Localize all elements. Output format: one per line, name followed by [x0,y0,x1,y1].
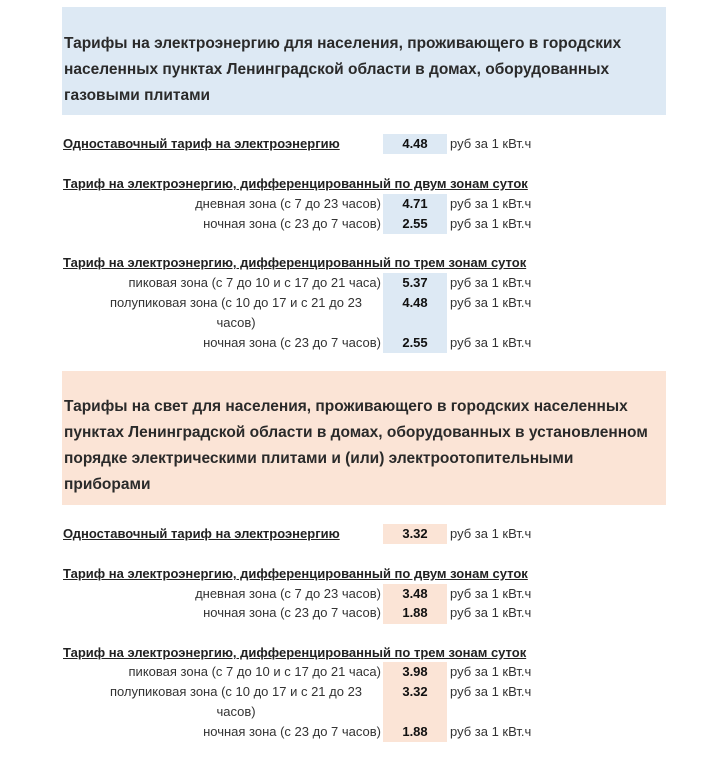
electric-three-zone-semipeak-label: полупиковая зона (с 10 до 17 и с 21 до 23 часов) [109,684,363,719]
gas-three-zone-peak-unit: руб за 1 кВт.ч [450,275,532,290]
electric-two-zone-heading: Тариф на электроэнергию, дифференцированный по двум зонам суток [63,566,528,581]
gas-three-zone-semipeak-label: полупиковая зона (с 10 до 17 и с 21 до 23 часов) [109,295,363,330]
electric-three-zone-night-unit: руб за 1 кВт.ч [450,724,532,739]
gas-two-zone-night-label: ночная зона (с 23 до 7 часов) [203,216,381,231]
gas-two-zone-night-unit: руб за 1 кВт.ч [450,216,532,231]
gas-two-zone-day-value: 4.71 [402,196,428,211]
electric-three-zone-heading: Тариф на электроэнергию, дифференцированный по трем зонам суток [63,645,527,660]
electric-single-tariff-unit: руб за 1 кВт.ч [450,526,532,541]
electric-two-zone-night-unit: руб за 1 кВт.ч [450,605,532,620]
electric-two-zone-day-label: дневная зона (с 7 до 23 часов) [195,586,381,601]
electric-three-zone-night-value: 1.88 [402,724,428,739]
gas-three-zone-heading: Тариф на электроэнергию, дифференцированный по трем зонам суток [63,255,527,270]
gas-three-zone-night-unit: руб за 1 кВт.ч [450,335,532,350]
electric-tariff-title: Тарифы на свет для населения, проживающего в городских населенных пунктах Ленинградской области в домах, оборудованных в установленном порядке электрическими плитами и (или) электроотопительными приборами [64,398,648,493]
electric-two-zone-day-value: 3.48 [402,586,428,601]
electric-two-zone-day-unit: руб за 1 кВт.ч [450,586,532,601]
electric-three-zone-semipeak-unit: руб за 1 кВт.ч [450,684,532,699]
gas-two-zone-day-label: дневная зона (с 7 до 23 часов) [195,196,381,211]
gas-tariff-title-panel [62,7,666,115]
gas-tariff-title: Тарифы на электроэнергию для населения, проживающего в городских населенных пунктах Ленинградской области в домах, оборудованных газовыми плитами [64,35,622,104]
gas-two-zone-night-value: 2.55 [402,216,428,231]
gas-single-tariff-heading: Одноставочный тариф на электроэнергию [63,136,340,151]
gas-three-zone-semipeak-unit: руб за 1 кВт.ч [450,295,532,310]
electric-three-zone-peak-value: 3.98 [402,664,428,679]
gas-single-tariff-unit: руб за 1 кВт.ч [450,136,532,151]
electric-two-zone-night-value: 1.88 [402,605,428,620]
electric-two-zone-night-label: ночная зона (с 23 до 7 часов) [203,605,381,620]
gas-two-zone-day-unit: руб за 1 кВт.ч [450,196,532,211]
gas-three-zone-peak-label: пиковая зона (с 7 до 10 и с 17 до 21 часа) [128,275,381,290]
electric-single-tariff-value: 3.32 [383,524,447,544]
electric-single-tariff-heading: Одноставочный тариф на электроэнергию [63,526,340,541]
gas-two-zone-heading: Тариф на электроэнергию, дифференцированный по двум зонам суток [63,176,528,191]
electric-tariff-title-panel [62,371,666,505]
gas-three-zone-night-label: ночная зона (с 23 до 7 часов) [203,335,381,350]
electric-three-zone-peak-unit: руб за 1 кВт.ч [450,664,532,679]
gas-three-zone-peak-value: 5.37 [402,275,428,290]
electric-three-zone-night-label: ночная зона (с 23 до 7 часов) [203,724,381,739]
electric-three-zone-semipeak-value: 3.32 [402,684,428,699]
gas-three-zone-night-value: 2.55 [402,335,428,350]
gas-single-tariff-value: 4.48 [383,134,447,154]
electric-three-zone-peak-label: пиковая зона (с 7 до 10 и с 17 до 21 часа) [128,664,381,679]
gas-three-zone-semipeak-value: 4.48 [402,295,428,310]
